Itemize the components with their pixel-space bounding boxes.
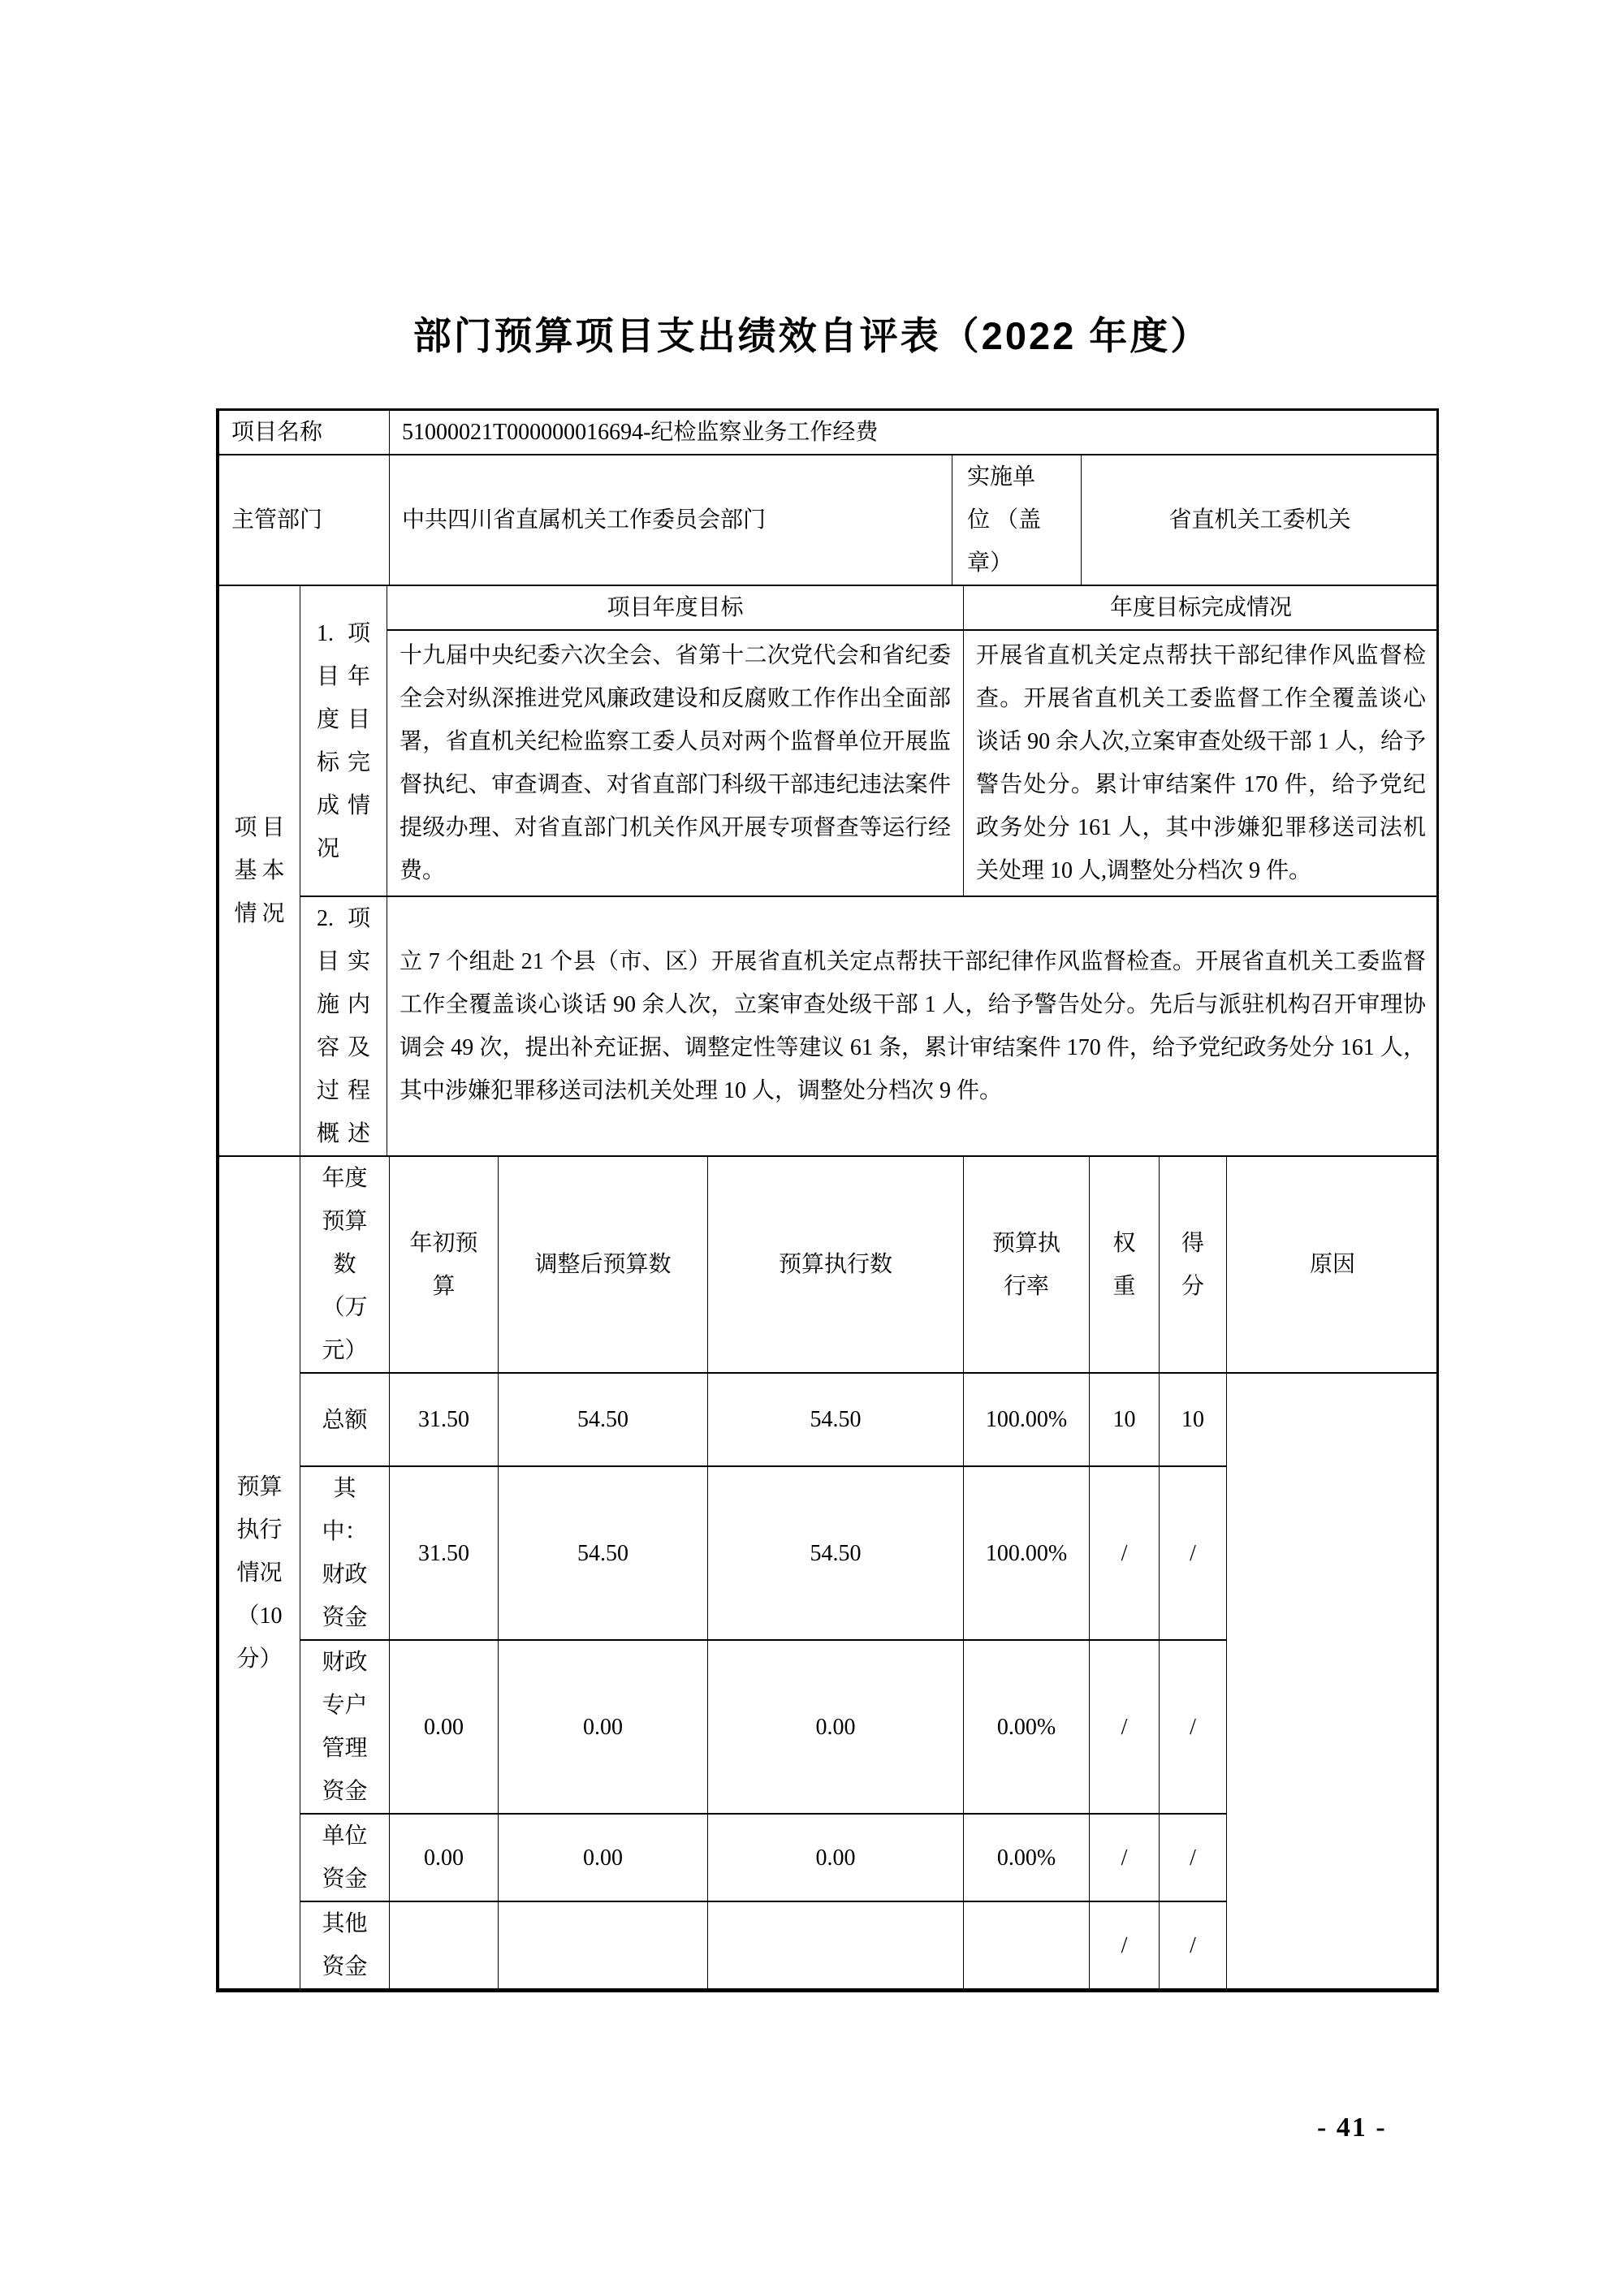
budget-row-header [300,1157,390,1373]
total-executed-value: 54.50 [708,1373,964,1466]
column-header-executed: 预算执行数 [708,1157,964,1373]
project-name-value: 51000021T000000016694-纪检监察业务工作经费 [390,411,1439,455]
goal-completion-header: 年度目标完成情况 [964,586,1439,630]
total-weight-value: 10 [1090,1373,1160,1466]
implementing-unit-label [952,455,1082,585]
budget-row-label-special-account [300,1640,390,1814]
implementation-row-label-text: 2.项目实施内容及过程概述 [317,906,370,1146]
budget-row-label-unit-funds [300,1814,390,1901]
self-evaluation-table [216,408,1439,1992]
basic-info-section-label [219,586,300,1156]
budget-row-label-other-funds-text: 其他资金 [322,1911,368,1979]
special-account-initial-value: 0.00 [390,1640,499,1814]
project-name-label: 项目名称 [219,411,390,455]
fiscal-weight-value: / [1090,1466,1160,1640]
annual-goal-text: 十九届中央纪委六次全会、省第十二次党代会和省纪委全会对纵深推进党风廉政建设和反腐败工作作出全面部署，省直机关纪检监察工委人员对两个监督单位开展监督执纪、审查调查、对省直部门科级干部违纪违法案件提级办理、对省直部门机关作风开展专项督查等运行经费。 [387,630,964,896]
implementing-unit-value: 省直机关工委机关 [1082,455,1439,585]
basic-info-section-label-text: 项目基本情况 [234,815,285,926]
budget-row-label-unit-funds-text: 单位资金 [322,1823,368,1892]
column-header-rate-text: 预算执行率 [991,1230,1060,1299]
reason-cell [1227,1373,1439,1989]
column-header-initial [390,1157,499,1373]
fiscal-initial-value: 31.50 [390,1466,499,1640]
table-row [219,455,1439,585]
fiscal-adjusted-value: 54.50 [499,1466,708,1640]
unit-funds-executed-value: 0.00 [708,1814,964,1901]
special-account-rate-value: 0.00% [964,1640,1090,1814]
annual-goal-row-label [300,586,387,896]
total-adjusted-value: 54.50 [499,1373,708,1466]
fiscal-executed-value: 54.50 [708,1466,964,1640]
budget-section-label-text: 预算执行情况（10分） [236,1474,283,1672]
basic-info-table [218,586,1439,1157]
budget-row-label-fiscal [300,1466,390,1640]
unit-funds-weight-value: / [1090,1814,1160,1901]
special-account-executed-value: 0.00 [708,1640,964,1814]
column-header-rate [964,1157,1090,1373]
budget-row-label-fiscal-text: 其中：财政资金 [322,1476,368,1630]
column-header-score [1160,1157,1227,1373]
project-info-table [218,411,1439,586]
budget-row-label-special-account-text: 财政专户管理资金 [322,1650,368,1804]
other-funds-initial-value [390,1901,499,1989]
other-funds-score-value: / [1160,1901,1227,1989]
column-header-initial-text: 年初预算 [409,1230,478,1299]
total-initial-value: 31.50 [390,1373,499,1466]
unit-funds-rate-value: 0.00% [964,1814,1090,1901]
special-account-weight-value: / [1090,1640,1160,1814]
unit-funds-initial-value: 0.00 [390,1814,499,1901]
competent-dept-value: 中共四川省直属机关工作委员会部门 [390,455,952,585]
fiscal-rate-value: 100.00% [964,1466,1090,1640]
fiscal-score-value: / [1160,1466,1227,1640]
budget-execution-table [218,1157,1439,1990]
page-number: - 41 - [1317,2113,1387,2143]
table-row [219,411,1439,455]
annual-goal-header: 项目年度目标 [387,586,964,630]
table-row [219,1157,1439,1373]
implementation-text: 立 7 个组赴 21 个县（市、区）开展省直机关定点帮扶干部纪律作风监督检查。开展省直机关工委监督工作全覆盖谈心谈话 90 余人次，立案审查处级干部 1 人，给予警告处分。先后与派驻机构召开审理协调会 49 次，提出补充证据、调整定性等建议 61 条，累计审结案件 170 件，给予党纪政务处分 161 人，其中涉嫌犯罪移送司法机关处理 10 人，调整处分档次 9 件。 [387,896,1439,1156]
column-header-adjusted: 调整后预算数 [499,1157,708,1373]
implementation-row-label [300,896,387,1156]
budget-row-header-text: 年度预算数（万元） [322,1166,368,1363]
competent-dept-label: 主管部门 [219,455,390,585]
other-funds-adjusted-value [499,1901,708,1989]
budget-section-label [219,1157,300,1989]
table-row [219,1373,1439,1466]
column-header-weight [1090,1157,1160,1373]
other-funds-rate-value [964,1901,1090,1989]
special-account-adjusted-value: 0.00 [499,1640,708,1814]
table-row [219,630,1439,896]
goal-completion-text: 开展省直机关定点帮扶干部纪律作风监督检查。开展省直机关工委监督工作全覆盖谈心谈话 90 余人次,立案审查处级干部 1 人，给予警告处分。累计审结案件 170 件，给予党纪政务处分 161 人，其中涉嫌犯罪移送司法机关处理 10 人,调整处分档次 9 件。 [964,630,1439,896]
table-row [219,586,1439,630]
column-header-reason: 原因 [1227,1157,1439,1373]
other-funds-executed-value [708,1901,964,1989]
annual-goal-row-label-text: 1.项目年度目标完成情况 [317,620,370,861]
total-score-value: 10 [1160,1373,1227,1466]
column-header-weight-text: 权重 [1112,1230,1136,1299]
table-row [219,896,1439,1156]
other-funds-weight-value: / [1090,1901,1160,1989]
budget-row-label-other-funds [300,1901,390,1989]
page-title: 部门预算项目支出绩效自评表（2022 年度） [412,314,1212,357]
unit-funds-adjusted-value: 0.00 [499,1814,708,1901]
implementing-unit-label-text: 实施单位 （盖章） [967,464,1042,576]
total-rate-value: 100.00% [964,1373,1090,1466]
special-account-score-value: / [1160,1640,1227,1814]
unit-funds-score-value: / [1160,1814,1227,1901]
column-header-score-text: 得分 [1181,1230,1204,1299]
budget-row-label-total-text: 总额 [322,1408,368,1434]
budget-row-label-total [300,1373,390,1466]
